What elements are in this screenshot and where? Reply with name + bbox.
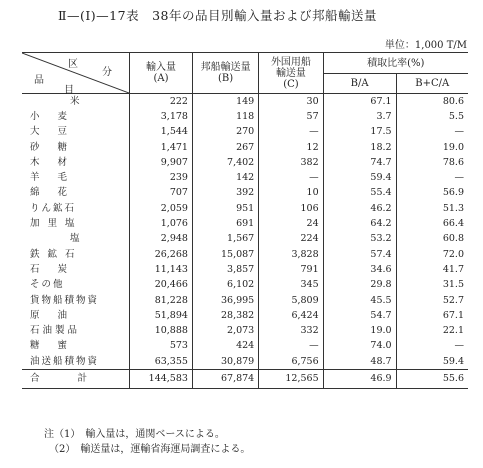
item-name: 石炭 [30, 263, 86, 275]
corner-label-bottom-2: 目 [64, 85, 74, 96]
cell-a: 20,466 [130, 278, 193, 293]
import-volume-table [22, 52, 468, 389]
header-foreign-charter: 外国用船 輸送量 (C) [259, 53, 323, 94]
cell-a: 222 [130, 94, 193, 110]
footnote-2: （2） 輸送量は，運輸省海運局調査による。 [44, 444, 251, 455]
table-row [22, 293, 468, 308]
item-name: その他 [30, 279, 65, 291]
cell-c: 106 [259, 201, 323, 216]
cell-b: 1,567 [192, 232, 258, 247]
cell-b: 2,073 [192, 323, 258, 338]
cell-a: 1,076 [130, 216, 193, 231]
cell-a: 1,544 [130, 125, 193, 140]
header-ratio-bc: B+C/A [396, 74, 468, 94]
cell-b: 36,995 [192, 293, 258, 308]
header-japanese-ship: 邦船輸送量 (B) [192, 53, 258, 94]
item-name: 油送船積物資 [30, 355, 100, 367]
table-row [22, 232, 468, 247]
cell-c: 6,756 [259, 354, 323, 370]
cell-b: 267 [192, 140, 258, 155]
cell-bca: 51.3 [396, 201, 468, 216]
table-row [22, 109, 468, 124]
cell-bca: 80.6 [396, 94, 468, 110]
cell-bca: 41.7 [396, 262, 468, 277]
cell-ba: 19.0 [323, 323, 396, 338]
cell-ba: 57.4 [323, 247, 396, 262]
cell-a: 81,228 [130, 293, 193, 308]
cell-a: 9,907 [130, 155, 193, 170]
cell-bca: 78.6 [396, 155, 468, 170]
cell-ba: 64.2 [323, 216, 396, 231]
cell-bca: 22.1 [396, 323, 468, 338]
cell-c: 382 [259, 155, 323, 170]
item-name: 貨物船積物資 [30, 294, 100, 306]
cell-c: 30 [259, 94, 323, 110]
cell-a: 11,143 [130, 262, 193, 277]
cell-c: 5,809 [259, 293, 323, 308]
cell-c: 3,828 [259, 247, 323, 262]
cell-b: 28,382 [192, 308, 258, 323]
corner-label-bottom-1: 品 [34, 75, 44, 86]
footnotes [44, 427, 250, 457]
item-name: 石油製品 [30, 325, 81, 337]
cell-b: 951 [192, 201, 258, 216]
cell-b: 15,087 [192, 247, 258, 262]
corner-label-top-2: 分 [102, 67, 112, 78]
cell-ba: 53.2 [323, 232, 396, 247]
cell-bca: — [396, 339, 468, 354]
item-name: 鉄鉱石 [30, 248, 83, 260]
table-row [22, 186, 468, 201]
cell-a: 10,888 [130, 323, 193, 338]
cell-ba: 54.7 [323, 308, 396, 323]
total-row: 合計 144,583 67,874 12,565 46.9 55.6 [22, 370, 468, 389]
cell-bca: — [396, 125, 468, 140]
table-row [22, 140, 468, 155]
cell-a: 51,894 [130, 308, 193, 323]
cell-c: — [259, 125, 323, 140]
item-name: 小麦 [30, 110, 86, 122]
cell-bca: 66.4 [396, 216, 468, 231]
cell-c: 224 [259, 232, 323, 247]
table-row [22, 247, 468, 262]
cell-b: 118 [192, 109, 258, 124]
table-row [22, 216, 468, 231]
corner-label-top-1: 区 [68, 59, 78, 70]
cell-b: 30,879 [192, 354, 258, 370]
cell-c: 6,424 [259, 308, 323, 323]
cell-ba: 74.7 [323, 155, 396, 170]
cell-ba: 34.6 [323, 262, 396, 277]
cell-b: 142 [192, 170, 258, 185]
cell-a: 1,471 [130, 140, 193, 155]
cell-c: 12 [259, 140, 323, 155]
cell-b: 149 [192, 94, 258, 110]
cell-b: 270 [192, 125, 258, 140]
cell-c: 24 [259, 216, 323, 231]
table-row [22, 354, 468, 370]
table-row [22, 308, 468, 323]
cell-ba: 74.0 [323, 339, 396, 354]
table-row [22, 155, 468, 170]
cell-c: 791 [259, 262, 323, 277]
cell-b: 424 [192, 339, 258, 354]
cell-bca: 56.9 [396, 186, 468, 201]
cell-a: 26,268 [130, 247, 193, 262]
cell-bca: 72.0 [396, 247, 468, 262]
cell-b: 3,857 [192, 262, 258, 277]
item-name: 木材 [30, 156, 86, 168]
table-row [22, 262, 468, 277]
cell-a: 3,178 [130, 109, 193, 124]
header-import: 輸入量 (A) [130, 53, 193, 94]
table-row [22, 125, 468, 140]
footnote-1: 注（1） 輸入量は，通関ベースによる。 [44, 429, 225, 440]
cell-ba: 29.8 [323, 278, 396, 293]
cell-c: 10 [259, 186, 323, 201]
cell-a: 63,355 [130, 354, 193, 370]
cell-a: 573 [130, 339, 193, 354]
item-name: 原油 [30, 309, 86, 321]
cell-b: 691 [192, 216, 258, 231]
cell-c: 332 [259, 323, 323, 338]
table-row [22, 201, 468, 216]
item-name: 砂糖 [30, 141, 86, 153]
table-row [22, 323, 468, 338]
cell-b: 6,102 [192, 278, 258, 293]
cell-ba: 67.1 [323, 94, 396, 110]
cell-a: 2,059 [130, 201, 193, 216]
cell-c: 57 [259, 109, 323, 124]
cell-ba: 45.5 [323, 293, 396, 308]
cell-bca: 52.7 [396, 293, 468, 308]
cell-bca: 59.4 [396, 354, 468, 370]
cell-a: 2,948 [130, 232, 193, 247]
cell-a: 707 [130, 186, 193, 201]
cell-bca: 67.1 [396, 308, 468, 323]
table-title: Ⅱ—(Ⅰ)—17表 38年の品目別輸入量および邦船輸送量 [58, 8, 377, 23]
table-row [22, 94, 468, 110]
cell-bca: — [396, 170, 468, 185]
item-name: 米 [70, 95, 80, 107]
cell-ba: 18.2 [323, 140, 396, 155]
cell-b: 392 [192, 186, 258, 201]
cell-bca: 19.0 [396, 140, 468, 155]
cell-ba: 17.5 [323, 125, 396, 140]
cell-ba: 46.2 [323, 201, 396, 216]
cell-bca: 60.8 [396, 232, 468, 247]
item-name: 大豆 [30, 126, 86, 138]
header-corner [22, 53, 130, 94]
header-ratio-b: B/A [323, 74, 396, 94]
item-name: りん鉱石 [30, 202, 77, 214]
item-name: 塩 [70, 233, 80, 245]
item-name: 糖蜜 [30, 340, 86, 352]
cell-ba: 55.4 [323, 186, 396, 201]
cell-a: 239 [130, 170, 193, 185]
item-name: 羊毛 [30, 172, 86, 184]
table-row [22, 278, 468, 293]
header-ratio: 積取比率(%) [323, 53, 468, 74]
item-name: 加里塩 [30, 218, 83, 230]
cell-c: — [259, 339, 323, 354]
table-row [22, 339, 468, 354]
table-row [22, 170, 468, 185]
cell-ba: 48.7 [323, 354, 396, 370]
cell-bca: 5.5 [396, 109, 468, 124]
cell-b: 7,402 [192, 155, 258, 170]
item-name: 綿花 [30, 187, 86, 199]
cell-c: — [259, 170, 323, 185]
cell-ba: 59.4 [323, 170, 396, 185]
cell-ba: 3.7 [323, 109, 396, 124]
cell-c: 345 [259, 278, 323, 293]
unit-label: 単位：1,000 T/M [384, 40, 467, 51]
cell-bca: 31.5 [396, 278, 468, 293]
